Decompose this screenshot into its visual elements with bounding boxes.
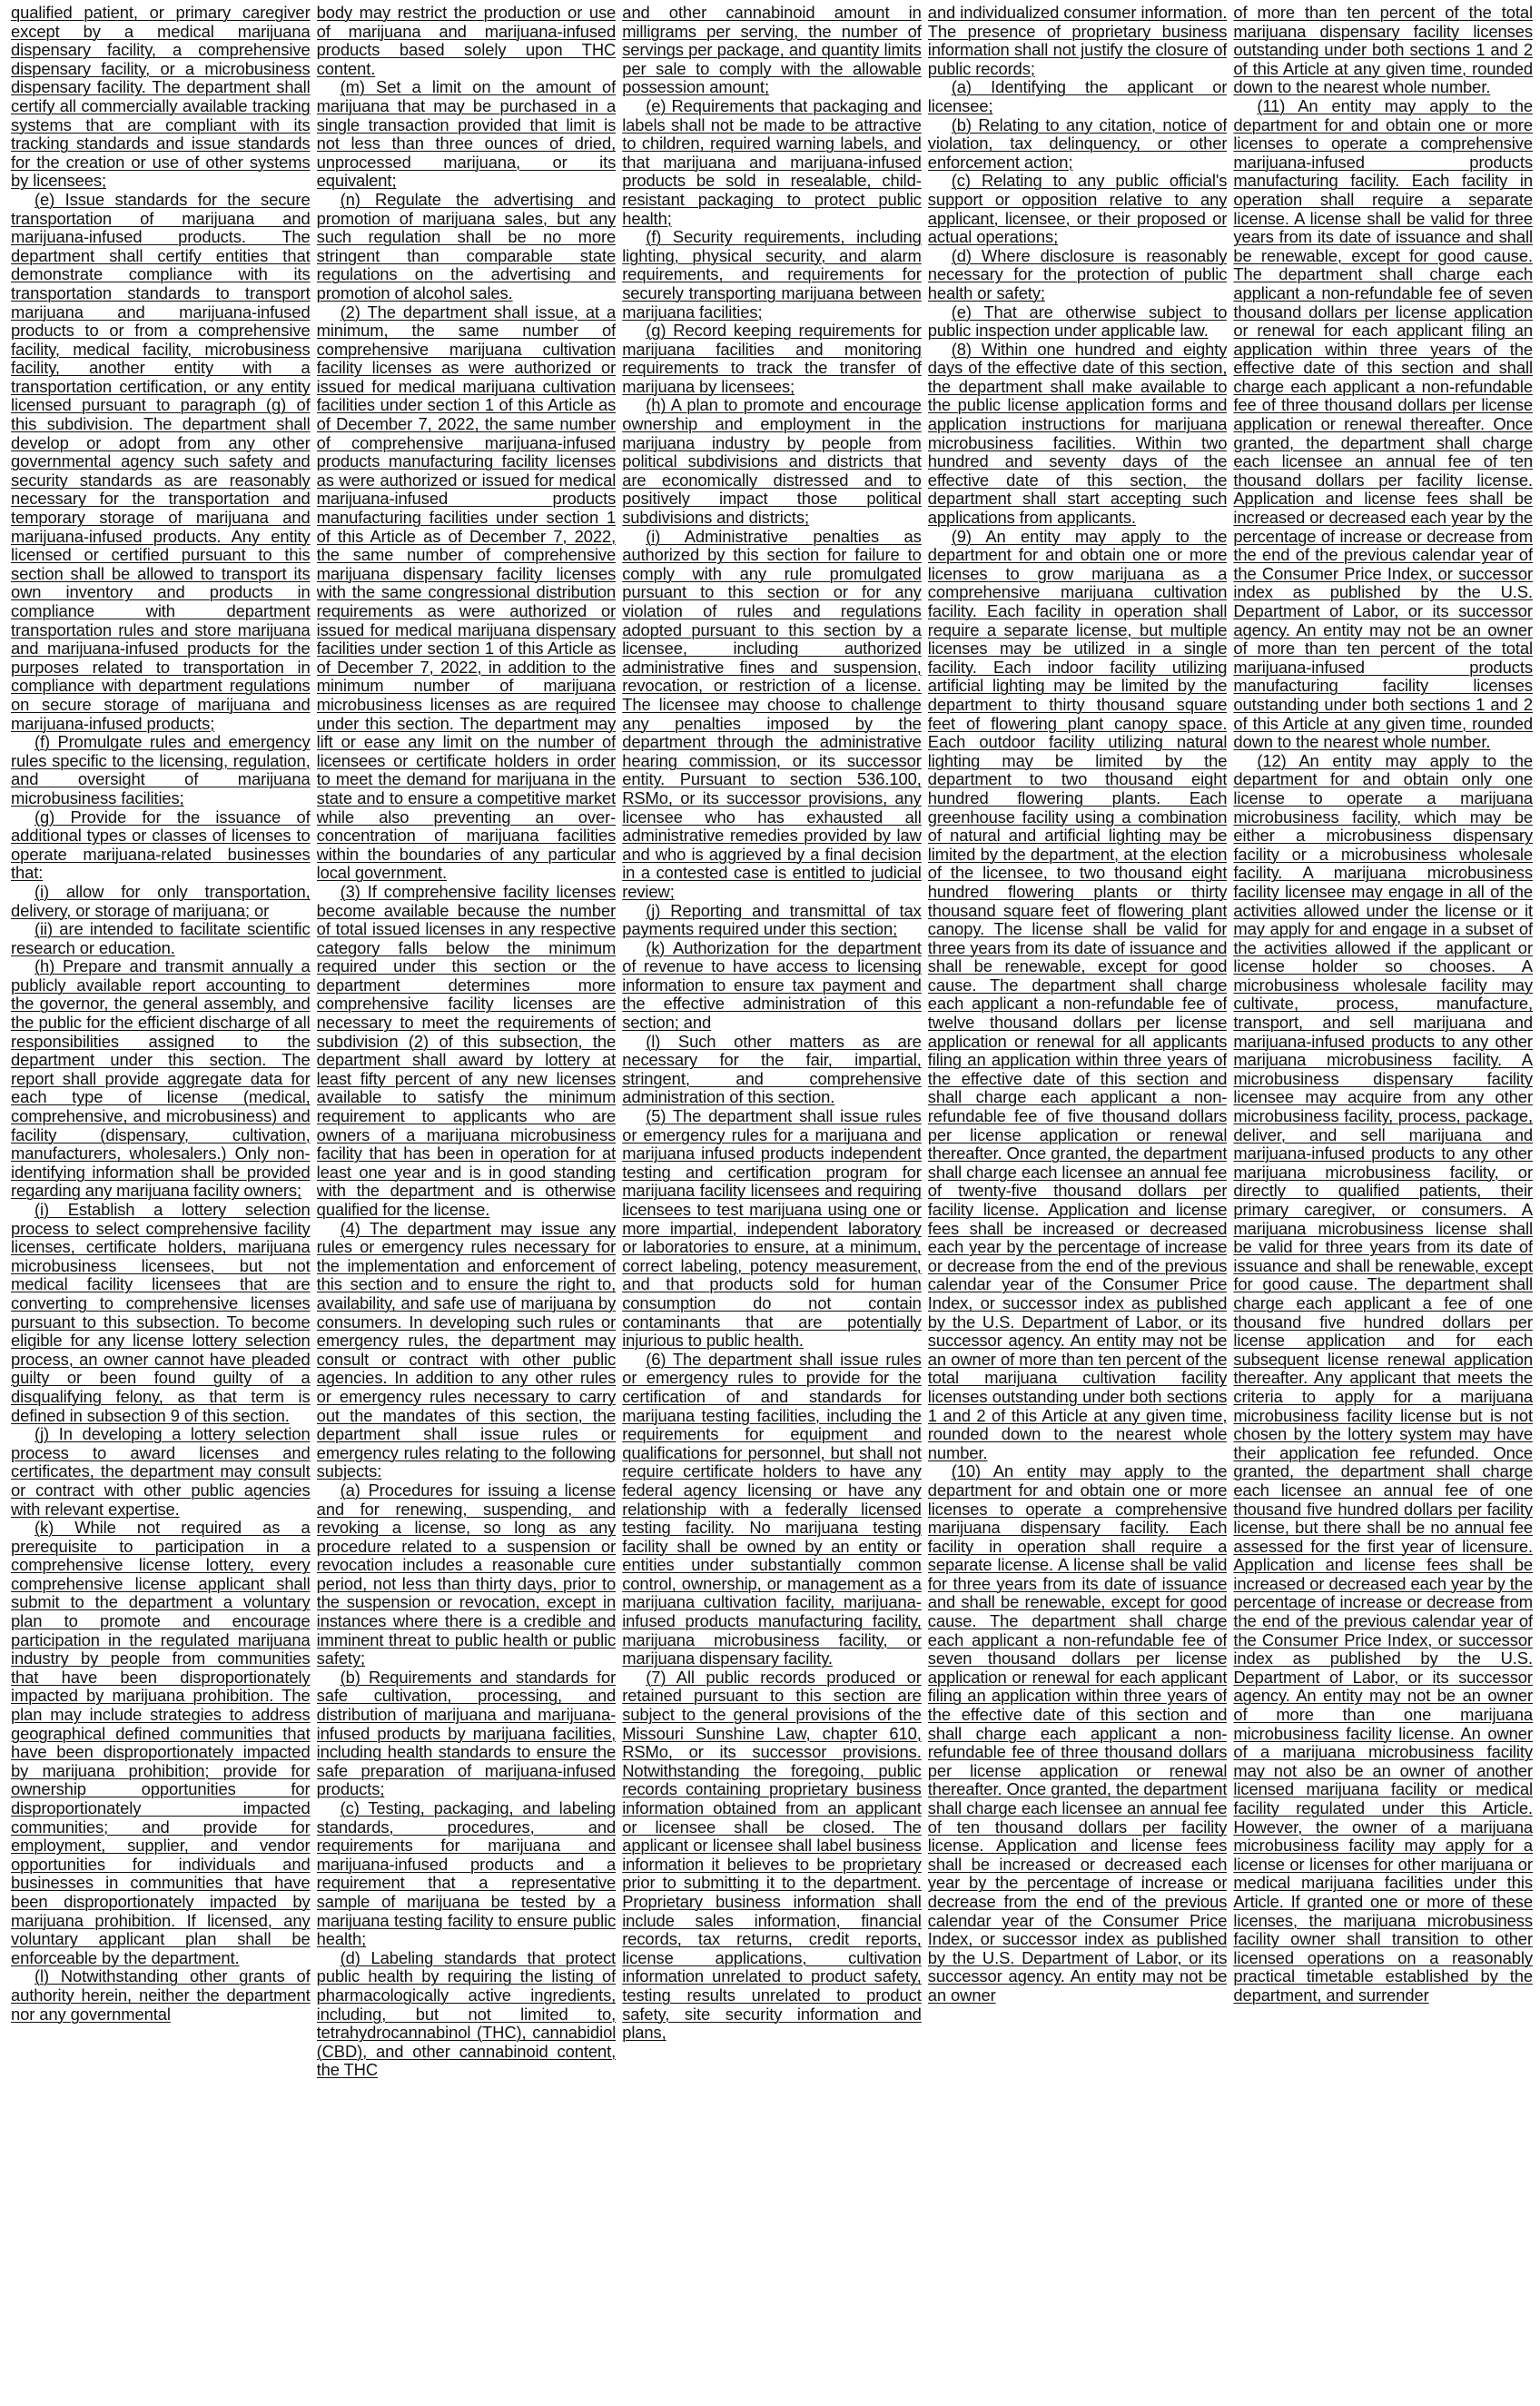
paragraph: (e) That are otherwise subject to public inspection under applicable law. <box>927 302 1228 341</box>
paragraph: (10) An entity may apply to the department for and obtain one or more licenses to operate a comprehensive marijuana dispensary facility. Each facility in operation shall require a separate license. A license shall be valid for three years from its date of issuance and shall be renewable, except for good cause. The department shall charge each applicant a non-refundable fee of seven thousand dollars per license application or renewal for each applicant filing an application within three years of the effective date of this section and shall charge each applicant a non-refundable fee of three thousand dollars per license application or renewal thereafter. Once granted, the department shall charge each licensee an annual fee of ten thousand dollars per facility license. Application and license fees shall be increased or decreased each year by the percentage of increase or decrease from the end of the previous calendar year of the Consumer Price Index, or successor index as published by the U.S. Department of Labor, or its successor agency. An entity may not be an owner <box>927 1461 1228 2005</box>
paragraph: (12) An entity may apply to the department for and obtain only one license to operate a marijuana microbusiness facility, which may be either a microbusiness dispensary facility or a microbusiness wholesale facility. A marijuana microbusiness facility licensee may engage in all of the activities allowed under the license or it may apply for and engage in a subset of the activities allowed if the applicant or license holder so chooses. A microbusiness wholesale facility may cultivate, process, manufacture, transport, and sell marijuana and marijuana-infused products to any other marijuana microbusiness facility. A microbusiness dispensary facility licensee may acquire from any other microbusiness facility, process, package, deliver, and sell marijuana and marijuana-infused products to any other marijuana microbusiness facility, or directly to qualified patients, their primary caregiver, or consumers. A marijuana microbusiness license shall be valid for three years from its date of issuance and shall be renewable, except for good cause. The department shall charge each applicant a fee of one thousand five hundred dollars per license application and for each subsequent license renewal application thereafter. Any applicant that meets the criteria to apply for a marijuana microbusiness facility license but is not chosen by the lottery system may have their application fee refunded. Once granted, the department shall charge each licensee an annual fee of one thousand five hundred dollars per facility license, but there shall be no annual fee assessed for the first year of licensure. Application and license fees shall be increased or decreased each year by the percentage of increase or decrease from the end of the previous calendar year of the Consumer Price Index, or successor index as published by the U.S. Department of Labor, or its successor agency. An entity may not be an owner of more than one marijuana microbusiness facility license. An owner of a marijuana microbusiness facility may not also be an owner of another licensed marijuana facility or medical facility regulated under this Article. However, the owner of a marijuana microbusiness facility may apply for a license or licenses for other marijuana or medical marijuana facilities under this Article. If granted one or more of these licenses, the marijuana microbusiness facility owner shall transition to other licensed operations on a reasonably practical timetable established by the department, and surrender <box>1233 750 1533 2005</box>
paragraph: (k) While not required as a prerequisite to participation in a comprehensive license lottery, every comprehensive license applicant shall submit to the department a voluntary plan to promote and encourage participation in the regulated marijuana industry by people from communities that have been disproportionately impacted by marijuana prohibition. The plan may include strategies to address geographical defined communities that have been disproportionately impacted by marijuana prohibition; provide for ownership opportunities for disproportionately impacted communities; and provide for employment, supplier, and vendor opportunities for individuals and businesses in communities that have been disproportionately impacted by marijuana prohibition. If licensed, any voluntary applicant plan shall be enforceable by the department. <box>11 1518 311 1967</box>
paragraph: (i) allow for only transportation, delivery, or storage of marijuana; or <box>11 881 311 920</box>
paragraph: (j) In developing a lottery selection process to award licenses and certificates, the department may consult or contract with other public agencies with relevant expertise. <box>11 1424 311 1519</box>
paragraph: (11) An entity may apply to the department for and obtain one or more licenses to operate a comprehensive marijuana-infused products manufacturing facility. Each facility in operation shall require a separate license. A license shall be valid for three years from its date of issuance and shall be renewable, except for good cause. The department shall charge each applicant a non-refundable fee of seven thousand dollars per license application or renewal for each applicant filing an application within three years of the effective date of this section and shall charge each applicant a non-refundable fee of three thousand dollars per license application or renewal thereafter. Once granted, the department shall charge each licensee an annual fee of ten thousand dollars per facility license. Application and license fees shall be increased or decreased each year by the percentage of increase or decrease from the end of the previous calendar year of the Consumer Price Index, or successor index as published by the U.S. Department of Labor, or its successor agency. An entity may not be an owner of more than ten percent of the total marijuana-infused products manufacturing facility licenses outstanding under both sections 1 and 2 of this Article at any given time, rounded down to the nearest whole number. <box>1233 95 1533 752</box>
paragraph: (4) The department may issue any rules or emergency rules necessary for the implementation and enforcement of this section and to ensure the right to, availability, and safe use of marijuana by consumers. In developing such rules or emergency rules, the department may consult or contract with other public agencies. In addition to any other rules or emergency rules necessary to carry out the mandates of this section, the department shall issue rules or emergency rules relating to the following subjects: <box>316 1218 617 1481</box>
paragraph: (i) Establish a lottery selection process to select comprehensive facility licenses, certificate holders, marijuana microbusiness licensees, but not medical facility licensees that are converting to comprehensive licenses pursuant to this subsection. To become eligible for any license lottery selection process, an owner cannot have pleaded guilty or been found guilty of a disqualifying felony, as that term is defined in subsection 9 of this section. <box>11 1200 311 1425</box>
text-column-2 <box>317 4 617 2401</box>
paragraph: (i) Administrative penalties as authorized by this section for failure to comply with any rule promulgated pursuant to this section or for any violation of rules and regulations adopted pursuant to this section by a licensee, including authorized administrative fines and suspension, revocation, or restriction of a license. The licensee may choose to challenge any penalties imposed by the department through the administrative hearing commission, or its successor entity. Pursuant to section 536.100, RSMo, or its successor provisions, any licensee who has exhausted all administrative remedies provided by law and who is aggrieved by a final decision in a contested case is entitled to judicial review; <box>622 526 922 901</box>
text-column-5 <box>1233 4 1533 2401</box>
paragraph: (e) Issue standards for the secure transportation of marijuana and marijuana-infused products. The department shall certify entities that demonstrate compliance with its transportation standards to transport marijuana and marijuana-infused products to or from a comprehensive facility, medical facility, microbusiness facility, another entity with a transportation certification, or any entity licensed pursuant to paragraph (g) of this subdivision. The department shall develop or adopt from any other governmental agency such safety and security standards as are reasonably necessary for the transportation and temporary storage of marijuana and marijuana-infused products. Any entity licensed or certified pursuant to this section shall be allowed to transport its own inventory and products in compliance with department transportation rules and store marijuana and marijuana-infused products for the purposes related to transportation in compliance with department regulations on secure storage of marijuana and marijuana-infused products; <box>11 189 311 733</box>
paragraph: (7) All public records produced or retained pursuant to this section are subject to the general provisions of the Missouri Sunshine Law, chapter 610, RSMo, or its successor provisions. Notwithstanding the foregoing, public records containing proprietary business information obtained from an applicant or licensee shall be closed. The applicant or licensee shall label business information it believes to be proprietary prior to submitting it to the department. Proprietary business information shall include sales information, financial records, tax returns, credit reports, license applications, cultivation information unrelated to product safety, testing results unrelated to product safety, site security information and plans, <box>622 1667 922 2043</box>
paragraph: (a) Identifying the applicant or licensee; <box>927 77 1228 115</box>
paragraph: (h) A plan to promote and encourage ownership and employment in the marijuana industry by people from political subdivisions and districts that are economically distressed and to positively impact those political subdivisions and districts; <box>622 395 922 528</box>
paragraph: (f) Security requirements, including lighting, physical security, and alarm requirements, and requirements for securely transporting marijuana between marijuana facilities; <box>622 227 922 322</box>
paragraph: (e) Requirements that packaging and labels shall not be made to be attractive to children, required warning labels, and that marijuana and marijuana-infused products be sold in resealable, child-resistant packaging to protect public health; <box>622 95 922 228</box>
paragraph: (l) Notwithstanding other grants of authority herein, neither the department nor any governmental <box>11 1966 311 2024</box>
paragraph: (l) Such other matters as are necessary for the fair, impartial, stringent, and comprehensive administration of this section. <box>622 1031 922 1107</box>
paragraph: (5) The department shall issue rules or emergency rules for a marijuana and marijuana infused products independent testing and certification program for marijuana facility licensees and requiring licensees to test marijuana using one or more impartial, independent laboratory or laboratories to ensure, at a minimum, correct labeling, potency measurement, and that products sold for human consumption do not contain contaminants that are potentially injurious to public health. <box>622 1106 922 1351</box>
text-column-1 <box>11 4 311 2401</box>
paragraph: (d) Where disclosure is reasonably necessary for the protection of public health or safety; <box>927 245 1228 302</box>
paragraph: (n) Regulate the advertising and promotion of marijuana sales, but any such regulation shall be no more stringent than comparable state regulations on the advertising and promotion of alcohol sales. <box>316 189 617 302</box>
paragraph: (f) Promulgate rules and emergency rules specific to the licensing, regulation, and oversight of marijuana microbusiness facilities; <box>11 732 311 807</box>
paragraph: (3) If comprehensive facility licenses become available because the number of total issued licenses in any respective category falls below the minimum required under this section or the department determines more comprehensive facility licenses are necessary to meet the requirements of subdivision (2) of this subsection, the department shall award by lottery at least fifty percent of any new licenses available to satisfy the minimum requirement to applicants who are owners of a marijuana microbusiness facility that has been in operation for at least one year and is in good standing with the department and is otherwise qualified for the license. <box>316 881 617 1219</box>
paragraph: (h) Prepare and transmit annually a publicly available report accounting to the governor, the general assembly, and the public for the efficient discharge of all responsibilities assigned to the department under this section. The report shall provide aggregate data for each type of license (medical, comprehensive, and microbusiness) and facility (dispensary, cultivation, manufacturers, wholesalers.) Only non-identifying information shall be provided regarding any marijuana facility owners; <box>11 956 311 1201</box>
paragraph: (m) Set a limit on the amount of marijuana that may be purchased in a single transaction provided that limit is not less than three ounces of dried, unprocessed marijuana, or its equivalent; <box>316 77 617 191</box>
paragraph-continuation: qualified patient, or primary caregiver except by a medical marijuana dispensary facility, a comprehensive dispensary facility, or a microbusiness dispensary facility. The department shall certify all commercially available tracking systems that are compliant with its tracking standards and issue standards for the creation or use of other systems by licensees; <box>11 4 311 191</box>
paragraph: (ii) are intended to facilitate scientific research or education. <box>11 919 311 957</box>
text-column-4 <box>928 4 1228 2401</box>
paragraph: (j) Reporting and transmittal of tax payments required under this section; <box>622 900 922 939</box>
document-page <box>11 4 1533 2401</box>
paragraph: (a) Procedures for issuing a license and for renewing, suspending, and revoking a license, so long as any procedure related to a suspension or revocation includes a reasonable cure period, not less than thirty days, prior to the suspension or revocation, except in instances where there is a credible and imminent threat to public health or public safety; <box>316 1480 617 1668</box>
paragraph-continuation: of more than ten percent of the total marijuana dispensary facility licenses outstanding under both sections 1 and 2 of this Article at any given time, rounded down to the nearest whole number. <box>1233 4 1533 97</box>
paragraph-continuation: and other cannabinoid amount in milligrams per serving, the number of servings per package, and quantity limits per sale to comply with the allowable possession amount; <box>622 4 922 97</box>
paragraph: (k) Authorization for the department of revenue to have access to licensing information to ensure tax payment and the effective administration of this section; and <box>622 937 922 1033</box>
paragraph-continuation: and individualized consumer information. The presence of proprietary business information shall not justify the closure of public records; <box>927 4 1228 78</box>
paragraph: (b) Requirements and standards for safe cultivation, processing, and distribution of marijuana and marijuana-infused products by marijuana facilities, including health standards to ensure the safe preparation of marijuana-infused products; <box>316 1667 617 1799</box>
paragraph: (2) The department shall issue, at a minimum, the same number of comprehensive marijuana cultivation facility licenses as were authorized or issued for medical marijuana cultivation facilities under section 1 of this Article as of December 7, 2022, the same number of comprehensive marijuana-infused products manufacturing facility licenses as were authorized or issued for medical marijuana-infused products manufacturing facilities under section 1 of this Article as of December 7, 2022, the same number of comprehensive marijuana dispensary facility licenses with the same congressional distribution requirements as were authorized or issued for medical marijuana dispensary facilities under section 1 of this Article as of December 7, 2022, in addition to the minimum number of marijuana microbusiness licenses as are required under this section. The department may lift or ease any limit on the number of licensees or certificate holders in order to meet the demand for marijuana in the state and to ensure a competitive market while also preventing an over-concentration of marijuana facilities within the boundaries of any particular local government. <box>316 302 617 883</box>
text-column-3 <box>622 4 922 2401</box>
paragraph: (c) Testing, packaging, and labeling standards, procedures, and requirements for marijuana and marijuana-infused products and a requirement that a representative sample of marijuana be tested by a marijuana testing facility to ensure public health; <box>316 1798 617 1949</box>
paragraph: (c) Relating to any public official's support or opposition relative to any applicant, licensee, or their proposed or actual operations; <box>927 171 1228 247</box>
paragraph: (6) The department shall issue rules or emergency rules to provide for the certification of and standards for marijuana testing facilities, including the requirements for equipment and qualifications for personnel, but shall not require certificate holders to have any federal agency licensing or have any relationship with a federally licensed testing facility. No marijuana testing facility shall be owned by an entity or entities under substantially common control, ownership, or management as a marijuana cultivation facility, marijuana-infused products manufacturing facility, marijuana microbusiness facility, or marijuana dispensary facility. <box>622 1349 922 1668</box>
paragraph: (8) Within one hundred and eighty days of the effective date of this section, the department shall make available to the public license application forms and application instructions for marijuana microbusiness facilities. Within two hundred and seventy days of the effective date of this section, the department shall start accepting such applications from applicants. <box>927 339 1228 528</box>
paragraph: (g) Provide for the issuance of additional types or classes of licenses to operate marijuana-related businesses that: <box>11 807 311 883</box>
paragraph-continuation: body may restrict the production or use of marijuana and marijuana-infused products based solely upon THC content. <box>316 4 617 78</box>
paragraph: (d) Labeling standards that protect public health by requiring the listing of pharmacologically active ingredients, including, but not limited to, tetrahydrocannabinol (THC), cannabidiol (CBD), and other cannabinoid content, the THC <box>316 1947 617 2080</box>
paragraph: (g) Record keeping requirements for marijuana facilities and monitoring requirements to track the transfer of marijuana by licensees; <box>622 321 922 396</box>
paragraph: (b) Relating to any citation, notice of violation, tax delinquency, or other enforcement action; <box>927 114 1228 172</box>
paragraph: (9) An entity may apply to the department for and obtain one or more licenses to grow marijuana as a comprehensive marijuana cultivation facility. Each facility in operation shall require a separate license, but multiple licenses may be utilized in a single facility. Each indoor facility utilizing artificial lighting may be limited by the department to thirty thousand square feet of flowering plant canopy space. Each outdoor facility utilizing natural lighting may be limited by the department to two thousand eight hundred flowering plants. Each greenhouse facility using a combination of natural and artificial lighting may be limited by the department, at the election of the licensee, to two thousand eight hundred flowering plants or thirty thousand square feet of flowering plant canopy. The license shall be valid for three years from its date of issuance and shall be renewable, except for good cause. The department shall charge each applicant a non-refundable fee of twelve thousand dollars per license application or renewal for all applicants filing an application within three years of the effective date of this section and shall charge each applicant a non-refundable fee of five thousand dollars per license application or renewal thereafter. Once granted, the department shall charge each licensee an annual fee of twenty-five thousand dollars per facility license. Application and license fees shall be increased or decreased each year by the percentage of increase or decrease from the end of the previous calendar year of the Consumer Price Index, or successor index as published by the U.S. Department of Labor, or its successor agency. An entity may not be an owner of more than ten percent of the total marijuana cultivation facility licenses outstanding under both sections 1 and 2 of this Article at any given time, rounded down to the nearest whole number. <box>927 526 1228 1462</box>
